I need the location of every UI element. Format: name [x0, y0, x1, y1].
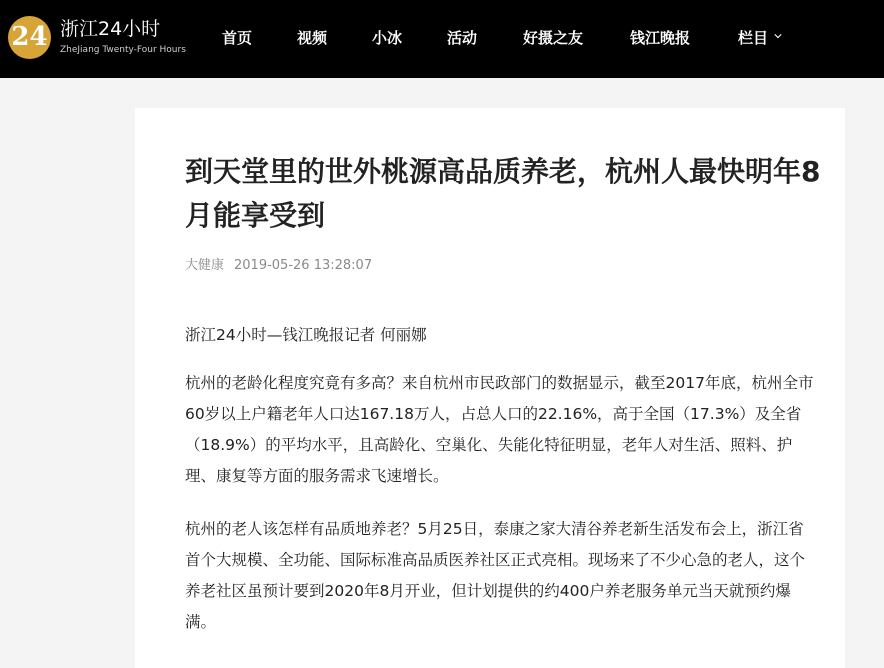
- nav-item-qianjiang-evening-news[interactable]: 钱江晚报: [630, 29, 691, 47]
- nav-item-columns[interactable]: [738, 27, 782, 49]
- nav-item-video[interactable]: 视频: [297, 29, 328, 47]
- article-paragraph: 杭州的老龄化程度究竟有多高？来自杭州市民政部门的数据显示，截至2017年底，杭州全市60岁以上户籍老年人口达167.18万人，占总人口的22.16%，高于全国（17.3%）及全省（18.9%）的平均水平，且高龄化、空巢化、失能化特征明显，老年人对生活、照料、护理、康复等方面的服务需求飞速增长。: [185, 374, 814, 485]
- logo-icon[interactable]: 24: [8, 16, 51, 59]
- article-meta: [185, 254, 372, 273]
- article-title: 到天堂里的世外桃源高品质养老，杭州人最快明年8月能享受到: [185, 155, 821, 232]
- logo-name[interactable]: 浙江24小时: [60, 18, 161, 40]
- article-byline: 浙江24小时—钱江晚报记者 何丽娜: [185, 326, 427, 344]
- article-paragraph: 杭州的老人该怎样有品质地养老？5月25日，泰康之家大清谷养老新生活发布会上，浙江省首个大规模、全功能、国际标准高品质医养社区正式亮相。现场来了不少心急的老人，这个养老社区虽预计要到2020年8月开业，但计划提供的约400户养老服务单元当天就预约爆满。: [185, 520, 806, 631]
- nav-item-photo-friends[interactable]: 好摄之友: [523, 29, 584, 47]
- nav-item-xiaobing[interactable]: 小冰: [372, 29, 403, 47]
- top-navigation-bar: [0, 0, 884, 78]
- article-date: 2019-05-26 13:28:07: [234, 258, 373, 273]
- nav-item-events[interactable]: 活动: [447, 29, 478, 47]
- nav-item-columns-label: 栏目: [738, 29, 769, 47]
- nav-item-home[interactable]: 首页: [222, 29, 253, 47]
- chevron-down-icon: [774, 32, 782, 40]
- article-card: [135, 108, 845, 668]
- article-source[interactable]: 大健康: [185, 258, 225, 273]
- logo-subtitle: ZheJiang Twenty-Four Hours: [60, 45, 186, 55]
